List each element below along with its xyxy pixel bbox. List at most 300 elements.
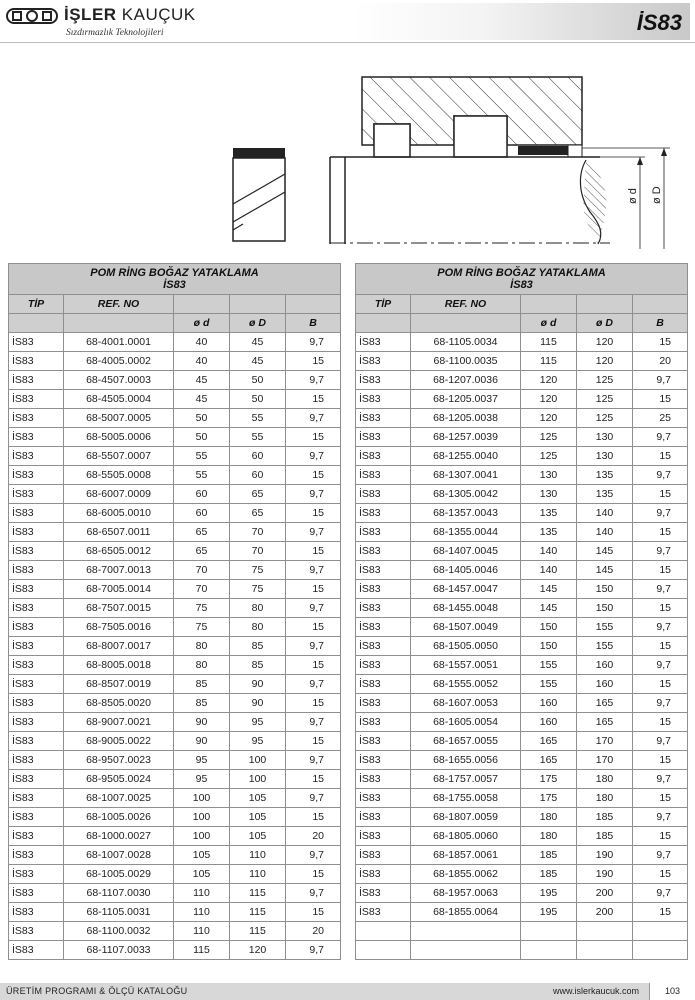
cell-inner-diameter: 95 — [174, 751, 230, 770]
cell-tip: İS83 — [356, 618, 411, 637]
cell-tip: İS83 — [356, 542, 411, 561]
table-row — [9, 371, 341, 390]
column-header-blank — [174, 295, 230, 314]
cell-width-b: 9,7 — [286, 941, 341, 960]
page-header — [0, 0, 695, 44]
cell-outer-diameter: 75 — [230, 580, 286, 599]
table-body — [356, 333, 688, 960]
cell-outer-diameter: 170 — [577, 751, 633, 770]
cell-width-b: 15 — [286, 808, 341, 827]
cell-outer-diameter: 85 — [230, 637, 286, 656]
cell-tip: İS83 — [356, 751, 411, 770]
cell-width-b: 15 — [286, 770, 341, 789]
cell-width-b: 15 — [286, 618, 341, 637]
cell-outer-diameter: 70 — [230, 542, 286, 561]
table-row — [356, 656, 688, 675]
cell-tip: İS83 — [356, 409, 411, 428]
cell-inner-diameter: 180 — [521, 808, 577, 827]
cell-ref-no: 68-6007.0009 — [64, 485, 174, 504]
table-row — [9, 865, 341, 884]
cell-outer-diameter: 105 — [230, 789, 286, 808]
table-row — [9, 561, 341, 580]
cell-outer-diameter: 125 — [577, 409, 633, 428]
cell-outer-diameter: 60 — [230, 466, 286, 485]
cell-outer-diameter: 50 — [230, 390, 286, 409]
cell-inner-diameter: 185 — [521, 865, 577, 884]
cell-ref-no: 68-8005.0018 — [64, 656, 174, 675]
cell-ref-no: 68-8007.0017 — [64, 637, 174, 656]
cell-tip: İS83 — [9, 333, 64, 352]
cell-inner-diameter: 195 — [521, 903, 577, 922]
table-row — [356, 580, 688, 599]
cell-inner-diameter: 50 — [174, 409, 230, 428]
table-title: POM RİNG BOĞAZ YATAKLAMA İS83 — [9, 264, 341, 295]
cell-ref-no: 68-1255.0040 — [411, 447, 521, 466]
cell-inner-diameter: 180 — [521, 827, 577, 846]
cell-inner-diameter: 55 — [174, 466, 230, 485]
cell-outer-diameter: 135 — [577, 485, 633, 504]
cell-width-b: 9,7 — [633, 808, 688, 827]
cell-width-b: 15 — [286, 428, 341, 447]
cell-ref-no: 68-1000.0027 — [64, 827, 174, 846]
cell-ref-no: 68-7507.0015 — [64, 599, 174, 618]
empty-cell — [577, 941, 633, 960]
cell-tip: İS83 — [356, 504, 411, 523]
cell-ref-no: 68-6505.0012 — [64, 542, 174, 561]
table-row — [356, 447, 688, 466]
cell-inner-diameter: 135 — [521, 504, 577, 523]
cell-width-b: 9,7 — [286, 846, 341, 865]
table-row — [9, 447, 341, 466]
column-header-ref: REF. NO — [411, 295, 521, 314]
cell-inner-diameter: 150 — [521, 618, 577, 637]
ring-profile — [233, 148, 285, 241]
cell-inner-diameter: 115 — [521, 352, 577, 371]
cell-ref-no: 68-1757.0057 — [411, 770, 521, 789]
cell-inner-diameter: 80 — [174, 637, 230, 656]
company-logo — [6, 4, 196, 40]
cell-ref-no: 68-1005.0026 — [64, 808, 174, 827]
cell-ref-no: 68-1405.0046 — [411, 561, 521, 580]
cell-width-b: 9,7 — [286, 523, 341, 542]
cell-width-b: 9,7 — [286, 333, 341, 352]
cell-ref-no: 68-1257.0039 — [411, 428, 521, 447]
cell-width-b: 9,7 — [633, 618, 688, 637]
cell-width-b: 9,7 — [286, 713, 341, 732]
cell-inner-diameter: 110 — [174, 922, 230, 941]
table-row — [9, 637, 341, 656]
table-row — [9, 884, 341, 903]
empty-cell — [633, 922, 688, 941]
cell-ref-no: 68-6005.0010 — [64, 504, 174, 523]
cell-inner-diameter: 120 — [521, 390, 577, 409]
cell-ref-no: 68-1555.0052 — [411, 675, 521, 694]
dimension-table-right — [355, 263, 688, 960]
cell-inner-diameter: 115 — [174, 941, 230, 960]
cell-inner-diameter: 175 — [521, 789, 577, 808]
cell-outer-diameter: 200 — [577, 903, 633, 922]
column-header-d: ø d — [174, 314, 230, 333]
cell-tip: İS83 — [356, 675, 411, 694]
table-row — [356, 732, 688, 751]
cell-width-b: 9,7 — [286, 884, 341, 903]
cell-outer-diameter: 55 — [230, 428, 286, 447]
column-header-blank — [356, 314, 411, 333]
product-code: İS83 — [636, 10, 682, 35]
cell-width-b: 9,7 — [633, 770, 688, 789]
cell-ref-no: 68-1355.0044 — [411, 523, 521, 542]
cell-tip: İS83 — [9, 789, 64, 808]
table-row — [356, 485, 688, 504]
cell-inner-diameter: 90 — [174, 732, 230, 751]
cell-inner-diameter: 45 — [174, 371, 230, 390]
cell-outer-diameter: 180 — [577, 770, 633, 789]
cell-width-b: 20 — [633, 352, 688, 371]
table-row — [9, 922, 341, 941]
table-row — [9, 846, 341, 865]
cell-inner-diameter: 65 — [174, 523, 230, 542]
cell-tip: İS83 — [356, 884, 411, 903]
cell-width-b: 15 — [286, 694, 341, 713]
cell-tip: İS83 — [9, 447, 64, 466]
cell-ref-no: 68-1107.0033 — [64, 941, 174, 960]
brand-name: İŞLER KAUÇUK — [64, 5, 196, 24]
cell-width-b: 9,7 — [633, 466, 688, 485]
cell-inner-diameter: 100 — [174, 827, 230, 846]
column-header-big-d: ø D — [230, 314, 286, 333]
table-row — [9, 903, 341, 922]
table-row — [356, 713, 688, 732]
table-row — [9, 504, 341, 523]
table-row — [9, 542, 341, 561]
cell-width-b: 9,7 — [633, 656, 688, 675]
cell-tip: İS83 — [9, 371, 64, 390]
cell-tip: İS83 — [9, 409, 64, 428]
table-row — [9, 770, 341, 789]
technical-drawing — [0, 44, 695, 260]
cell-ref-no: 68-1007.0025 — [64, 789, 174, 808]
cell-inner-diameter: 105 — [174, 865, 230, 884]
brand-tagline: Sızdırmazlık Teknolojileri — [66, 28, 164, 38]
cell-tip: İS83 — [9, 770, 64, 789]
page-footer — [0, 983, 695, 1000]
table-row — [356, 846, 688, 865]
cell-inner-diameter: 100 — [174, 789, 230, 808]
cell-tip: İS83 — [9, 922, 64, 941]
cell-outer-diameter: 75 — [230, 561, 286, 580]
cell-tip: İS83 — [9, 542, 64, 561]
cell-tip: İS83 — [9, 637, 64, 656]
cell-ref-no: 68-9507.0023 — [64, 751, 174, 770]
cell-width-b: 15 — [633, 865, 688, 884]
cell-ref-no: 68-1305.0042 — [411, 485, 521, 504]
cell-inner-diameter: 130 — [521, 466, 577, 485]
cell-tip: İS83 — [356, 656, 411, 675]
cell-inner-diameter: 50 — [174, 428, 230, 447]
cell-tip: İS83 — [356, 827, 411, 846]
cell-tip: İS83 — [356, 466, 411, 485]
cell-outer-diameter: 50 — [230, 371, 286, 390]
table-row — [356, 466, 688, 485]
cell-ref-no: 68-1805.0060 — [411, 827, 521, 846]
empty-cell — [521, 941, 577, 960]
cell-outer-diameter: 185 — [577, 827, 633, 846]
cell-outer-diameter: 115 — [230, 922, 286, 941]
cell-tip: İS83 — [356, 846, 411, 865]
page-number: 103 — [649, 983, 695, 1000]
cell-outer-diameter: 135 — [577, 466, 633, 485]
cell-tip: İS83 — [9, 713, 64, 732]
table-row — [356, 637, 688, 656]
cell-tip: İS83 — [356, 390, 411, 409]
housing-section — [362, 77, 582, 157]
cell-width-b: 9,7 — [633, 884, 688, 903]
cell-ref-no: 68-1505.0050 — [411, 637, 521, 656]
empty-cell — [411, 941, 521, 960]
cell-outer-diameter: 190 — [577, 846, 633, 865]
table-row — [356, 504, 688, 523]
empty-table-row — [356, 922, 688, 941]
cell-tip: İS83 — [9, 618, 64, 637]
empty-cell — [411, 922, 521, 941]
cell-inner-diameter: 165 — [521, 751, 577, 770]
cell-ref-no: 68-4001.0001 — [64, 333, 174, 352]
cell-width-b: 9,7 — [286, 599, 341, 618]
column-header-d: ø d — [521, 314, 577, 333]
table-row — [356, 409, 688, 428]
cell-tip: İS83 — [9, 523, 64, 542]
cell-width-b: 9,7 — [633, 428, 688, 447]
table-row — [9, 694, 341, 713]
cell-outer-diameter: 55 — [230, 409, 286, 428]
empty-cell — [356, 941, 411, 960]
cell-inner-diameter: 70 — [174, 561, 230, 580]
cell-tip: İS83 — [356, 599, 411, 618]
cell-tip: İS83 — [356, 694, 411, 713]
cell-ref-no: 68-1307.0041 — [411, 466, 521, 485]
cell-tip: İS83 — [356, 371, 411, 390]
cell-ref-no: 68-7005.0014 — [64, 580, 174, 599]
cell-outer-diameter: 100 — [230, 751, 286, 770]
cell-inner-diameter: 110 — [174, 884, 230, 903]
cell-width-b: 15 — [286, 580, 341, 599]
cell-ref-no: 68-1205.0037 — [411, 390, 521, 409]
cell-width-b: 15 — [633, 789, 688, 808]
column-header-blank — [9, 314, 64, 333]
table-row — [9, 713, 341, 732]
cell-inner-diameter: 130 — [521, 485, 577, 504]
cell-inner-diameter: 140 — [521, 561, 577, 580]
table-row — [9, 409, 341, 428]
cell-inner-diameter: 90 — [174, 713, 230, 732]
table-row — [9, 580, 341, 599]
cell-outer-diameter: 185 — [577, 808, 633, 827]
column-header-big-d: ø D — [577, 314, 633, 333]
cell-outer-diameter: 85 — [230, 656, 286, 675]
cell-ref-no: 68-5507.0007 — [64, 447, 174, 466]
cell-outer-diameter: 150 — [577, 599, 633, 618]
table-row — [9, 751, 341, 770]
column-header-tip: TİP — [356, 295, 411, 314]
cell-ref-no: 68-9007.0021 — [64, 713, 174, 732]
cell-ref-no: 68-4507.0003 — [64, 371, 174, 390]
cell-outer-diameter: 165 — [577, 694, 633, 713]
cell-ref-no: 68-1855.0062 — [411, 865, 521, 884]
cell-ref-no: 68-4505.0004 — [64, 390, 174, 409]
cell-outer-diameter: 165 — [577, 713, 633, 732]
cell-tip: İS83 — [9, 352, 64, 371]
cell-outer-diameter: 45 — [230, 352, 286, 371]
cell-inner-diameter: 60 — [174, 504, 230, 523]
cell-outer-diameter: 120 — [577, 352, 633, 371]
catalog-name: ÜRETİM PROGRAMI & ÖLÇÜ KATALOĞU — [6, 986, 188, 996]
empty-cell — [633, 941, 688, 960]
cell-tip: İS83 — [356, 333, 411, 352]
cell-tip: İS83 — [9, 903, 64, 922]
table-row — [356, 694, 688, 713]
cell-ref-no: 68-8505.0020 — [64, 694, 174, 713]
table-row — [356, 599, 688, 618]
cell-tip: İS83 — [9, 428, 64, 447]
cell-inner-diameter: 160 — [521, 713, 577, 732]
column-header-blank — [521, 295, 577, 314]
cell-tip: İS83 — [9, 884, 64, 903]
cell-inner-diameter: 125 — [521, 428, 577, 447]
product-code-banner — [352, 3, 690, 40]
table-row — [9, 808, 341, 827]
column-header-blank — [577, 295, 633, 314]
website-link[interactable]: www.islerkaucuk.com — [552, 986, 639, 996]
cell-width-b: 9,7 — [286, 371, 341, 390]
cell-inner-diameter: 45 — [174, 390, 230, 409]
column-header-blank — [411, 314, 521, 333]
cell-width-b: 15 — [633, 523, 688, 542]
table-row — [356, 808, 688, 827]
cell-tip: İS83 — [9, 865, 64, 884]
cell-width-b: 15 — [633, 599, 688, 618]
cell-outer-diameter: 180 — [577, 789, 633, 808]
cell-ref-no: 68-1607.0053 — [411, 694, 521, 713]
cell-tip: İS83 — [9, 485, 64, 504]
cell-inner-diameter: 145 — [521, 599, 577, 618]
column-header-b: B — [286, 314, 341, 333]
cell-inner-diameter: 185 — [521, 846, 577, 865]
cell-width-b: 9,7 — [633, 542, 688, 561]
cell-outer-diameter: 155 — [577, 637, 633, 656]
cell-width-b: 15 — [633, 637, 688, 656]
cell-outer-diameter: 70 — [230, 523, 286, 542]
cell-ref-no: 68-1455.0048 — [411, 599, 521, 618]
table-row — [9, 428, 341, 447]
cell-tip: İS83 — [356, 637, 411, 656]
table-row — [356, 827, 688, 846]
cell-outer-diameter: 140 — [577, 523, 633, 542]
cell-inner-diameter: 135 — [521, 523, 577, 542]
cell-outer-diameter: 120 — [230, 941, 286, 960]
cell-outer-diameter: 80 — [230, 618, 286, 637]
table-body — [9, 333, 341, 960]
table-row — [9, 941, 341, 960]
cell-ref-no: 68-4005.0002 — [64, 352, 174, 371]
cell-ref-no: 68-1205.0038 — [411, 409, 521, 428]
column-header-blank — [633, 295, 688, 314]
cell-width-b: 9,7 — [633, 504, 688, 523]
cell-ref-no: 68-1855.0064 — [411, 903, 521, 922]
table-title: POM RİNG BOĞAZ YATAKLAMA İS83 — [356, 264, 688, 295]
cell-width-b: 9,7 — [286, 637, 341, 656]
cell-width-b: 9,7 — [286, 561, 341, 580]
cell-inner-diameter: 120 — [521, 409, 577, 428]
empty-cell — [521, 922, 577, 941]
table-row — [356, 751, 688, 770]
table-row — [356, 903, 688, 922]
cell-ref-no: 68-1857.0061 — [411, 846, 521, 865]
cell-inner-diameter: 125 — [521, 447, 577, 466]
cell-width-b: 15 — [633, 675, 688, 694]
cell-outer-diameter: 100 — [230, 770, 286, 789]
cell-inner-diameter: 160 — [521, 694, 577, 713]
cell-outer-diameter: 60 — [230, 447, 286, 466]
cell-tip: İS83 — [9, 846, 64, 865]
column-header-blank — [64, 314, 174, 333]
cell-ref-no: 68-7505.0016 — [64, 618, 174, 637]
cell-ref-no: 68-1605.0054 — [411, 713, 521, 732]
cell-outer-diameter: 65 — [230, 485, 286, 504]
cell-inner-diameter: 105 — [174, 846, 230, 865]
cell-width-b: 15 — [286, 352, 341, 371]
cell-inner-diameter: 140 — [521, 542, 577, 561]
cell-ref-no: 68-6507.0011 — [64, 523, 174, 542]
cell-width-b: 15 — [286, 542, 341, 561]
cell-ref-no: 68-7007.0013 — [64, 561, 174, 580]
cell-ref-no: 68-1557.0051 — [411, 656, 521, 675]
cell-tip: İS83 — [356, 808, 411, 827]
cell-outer-diameter: 125 — [577, 371, 633, 390]
cell-ref-no: 68-5007.0005 — [64, 409, 174, 428]
cell-ref-no: 68-1105.0034 — [411, 333, 521, 352]
cell-ref-no: 68-1407.0045 — [411, 542, 521, 561]
cell-width-b: 9,7 — [633, 694, 688, 713]
cell-ref-no: 68-1957.0063 — [411, 884, 521, 903]
table-row — [356, 371, 688, 390]
cell-tip: İS83 — [356, 789, 411, 808]
cell-ref-no: 68-5005.0006 — [64, 428, 174, 447]
cell-tip: İS83 — [356, 561, 411, 580]
table-row — [9, 599, 341, 618]
dimension-label-big-d: ø D — [651, 186, 663, 204]
cell-inner-diameter: 75 — [174, 618, 230, 637]
cell-outer-diameter: 160 — [577, 656, 633, 675]
cell-inner-diameter: 70 — [174, 580, 230, 599]
cell-tip: İS83 — [9, 827, 64, 846]
cell-width-b: 9,7 — [286, 447, 341, 466]
cell-inner-diameter: 95 — [174, 770, 230, 789]
cell-outer-diameter: 45 — [230, 333, 286, 352]
cell-inner-diameter: 195 — [521, 884, 577, 903]
cell-inner-diameter: 145 — [521, 580, 577, 599]
cell-width-b: 15 — [633, 561, 688, 580]
table-row — [9, 523, 341, 542]
table-row — [356, 675, 688, 694]
table-row — [9, 390, 341, 409]
cell-tip: İS83 — [356, 523, 411, 542]
cell-inner-diameter: 40 — [174, 352, 230, 371]
cell-tip: İS83 — [9, 656, 64, 675]
cell-width-b: 15 — [286, 656, 341, 675]
cell-tip: İS83 — [356, 732, 411, 751]
table-row — [9, 789, 341, 808]
cell-inner-diameter: 120 — [521, 371, 577, 390]
